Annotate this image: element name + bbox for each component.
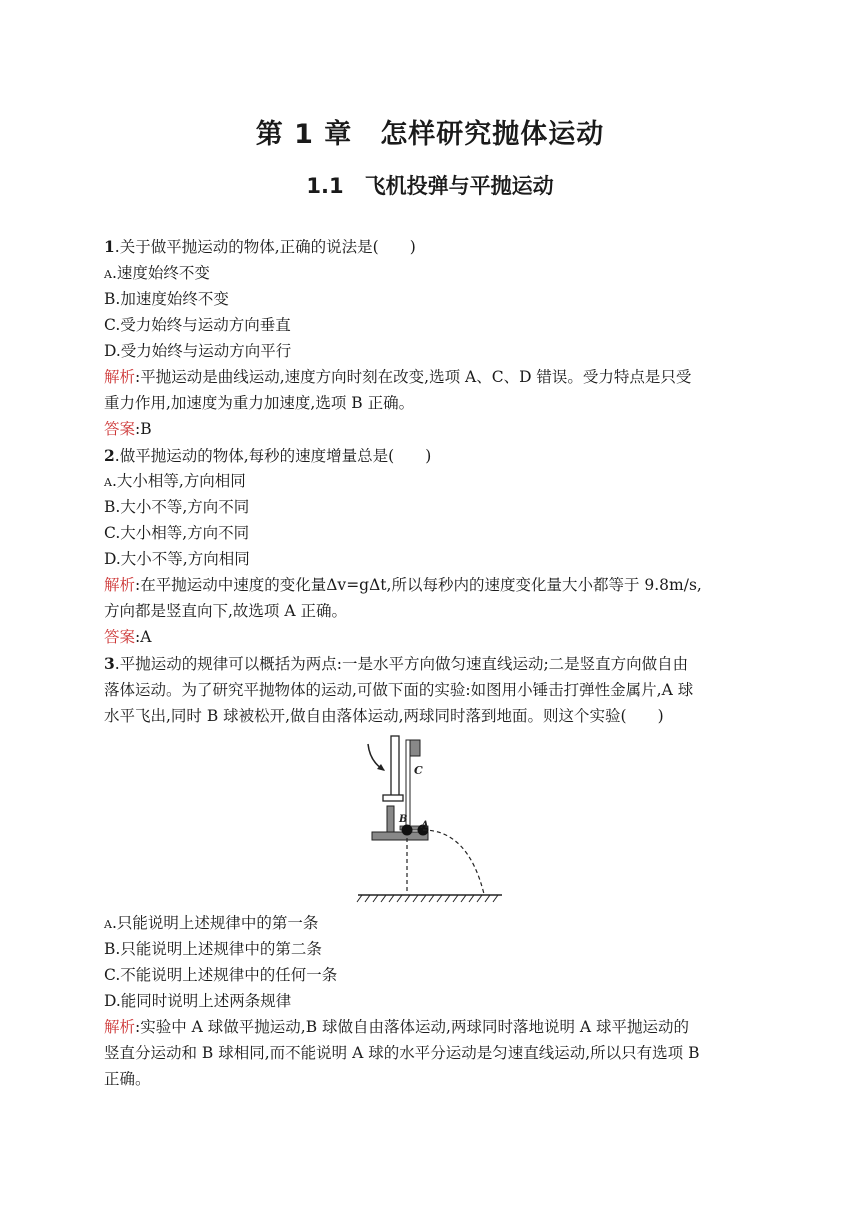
analysis-text: 竖直分运动和 B 球相同,而不能说明 A 球的水平分运动是匀速直线运动,所以只有选项 B [104, 1044, 700, 1062]
option-letter: C [104, 966, 116, 984]
ground [357, 895, 502, 902]
question-2-stem [104, 445, 431, 467]
option-letter: D [104, 550, 116, 568]
analysis-label: 解析 [104, 1018, 136, 1036]
question-2-option-d [104, 548, 250, 570]
option-text: .不能说明上述规律中的任何一条 [115, 966, 338, 984]
label-c: C [414, 764, 423, 777]
projectile-path [423, 830, 484, 894]
answer-label: 答案 [104, 628, 136, 646]
question-1-analysis [104, 366, 691, 388]
option-letter: B [104, 940, 116, 958]
question-3-option-d [104, 990, 291, 1012]
question-1-stem [104, 236, 416, 258]
question-3-stem [104, 653, 688, 675]
option-letter: C [104, 524, 116, 542]
label-b: B [399, 814, 408, 825]
question-3-option-a [104, 912, 318, 936]
analysis-label: 解析 [104, 368, 136, 386]
option-text: .大小不等,方向相同 [115, 550, 250, 568]
question-2-analysis-cont [104, 600, 347, 622]
question-3-analysis-cont-1 [104, 1042, 699, 1064]
option-text: .加速度始终不变 [115, 290, 229, 308]
analysis-text: 重力作用,加速度为重力加速度,选项 B 正确。 [104, 394, 415, 412]
question-1-option-d [104, 340, 291, 362]
experiment-figure [350, 734, 510, 906]
analysis-text: 方向都是竖直向下,故选项 A 正确。 [104, 602, 347, 620]
analysis-text: 正确。 [104, 1070, 151, 1088]
hammer-arrow [368, 744, 385, 771]
question-1-option-a [104, 262, 210, 286]
question-number: 3 [104, 654, 115, 673]
question-2-option-c [104, 522, 249, 544]
option-text: .速度始终不变 [111, 264, 210, 282]
chapter-title: 第 1 章 怎样研究抛体运动 [255, 119, 605, 150]
question-3-stem-cont-2 [104, 705, 664, 727]
question-1-option-b [104, 288, 229, 310]
question-1-analysis-cont [104, 392, 414, 414]
clamp-c [410, 740, 420, 756]
option-text: .能同时说明上述两条规律 [115, 992, 292, 1010]
question-1-answer [104, 418, 152, 440]
question-3-stem-cont-1 [104, 679, 693, 701]
option-letter: B [104, 290, 116, 308]
option-letter: A [104, 268, 112, 281]
question-2-option-b [104, 496, 249, 518]
answer-label: 答案 [104, 420, 136, 438]
option-letter: D [104, 342, 116, 360]
ball-b [402, 825, 413, 836]
question-text: 水平飞出,同时 B 球被松开,做自由落体运动,两球同时落到地面。则这个实验( ) [104, 707, 664, 725]
option-text: .受力始终与运动方向平行 [115, 342, 292, 360]
option-letter: C [104, 316, 116, 334]
hammer-head [383, 795, 403, 801]
option-letter: B [104, 498, 116, 516]
option-text: .只能说明上述规律中的第一条 [111, 914, 319, 932]
answer-text: :B [135, 420, 152, 438]
option-letter: A [104, 476, 112, 489]
question-2-analysis [104, 574, 702, 596]
hammer-handle [391, 736, 399, 796]
option-text: .只能说明上述规律中的第二条 [115, 940, 322, 958]
analysis-label: 解析 [104, 576, 136, 594]
question-3-analysis-cont-2 [104, 1068, 151, 1090]
answer-text: :A [135, 628, 152, 646]
option-letter: D [104, 992, 116, 1010]
question-3-analysis [104, 1016, 689, 1038]
analysis-text: :平抛运动是曲线运动,速度方向时刻在改变,选项 A、C、D 错误。受力特点是只受 [135, 368, 692, 386]
section-title: 1.1 飞机投弹与平抛运动 [306, 174, 554, 198]
option-text: .大小相等,方向相同 [111, 472, 246, 490]
question-text: .做平抛运动的物体,每秒的速度增量总是( ) [114, 447, 432, 465]
option-text: .大小不等,方向不同 [115, 498, 250, 516]
analysis-text: :在平抛运动中速度的变化量Δv=gΔt,所以每秒内的速度变化量大小都等于 9.8m/s, [135, 576, 702, 594]
question-1-option-c [104, 314, 291, 336]
question-3-option-c [104, 964, 337, 986]
option-text: .受力始终与运动方向垂直 [115, 316, 291, 334]
label-a: A [421, 820, 429, 831]
analysis-text: :实验中 A 球做平抛运动,B 球做自由落体运动,两球同时落地说明 A 球平抛运动的 [135, 1018, 690, 1036]
question-3-option-b [104, 938, 322, 960]
question-number: 2 [104, 446, 115, 465]
question-text: .平抛运动的规律可以概括为两点:一是水平方向做匀速直线运动;二是竖直方向做自由 [114, 655, 689, 673]
option-text: .大小相等,方向不同 [115, 524, 250, 542]
option-letter: A [104, 918, 112, 931]
question-text: .关于做平抛运动的物体,正确的说法是( ) [114, 238, 416, 256]
question-text: 落体运动。为了研究平抛物体的运动,可做下面的实验:如图用小锤击打弹性金属片,A 球 [104, 681, 694, 699]
question-2-option-a [104, 470, 246, 494]
question-2-answer [104, 626, 151, 648]
question-number: 1 [104, 237, 115, 256]
